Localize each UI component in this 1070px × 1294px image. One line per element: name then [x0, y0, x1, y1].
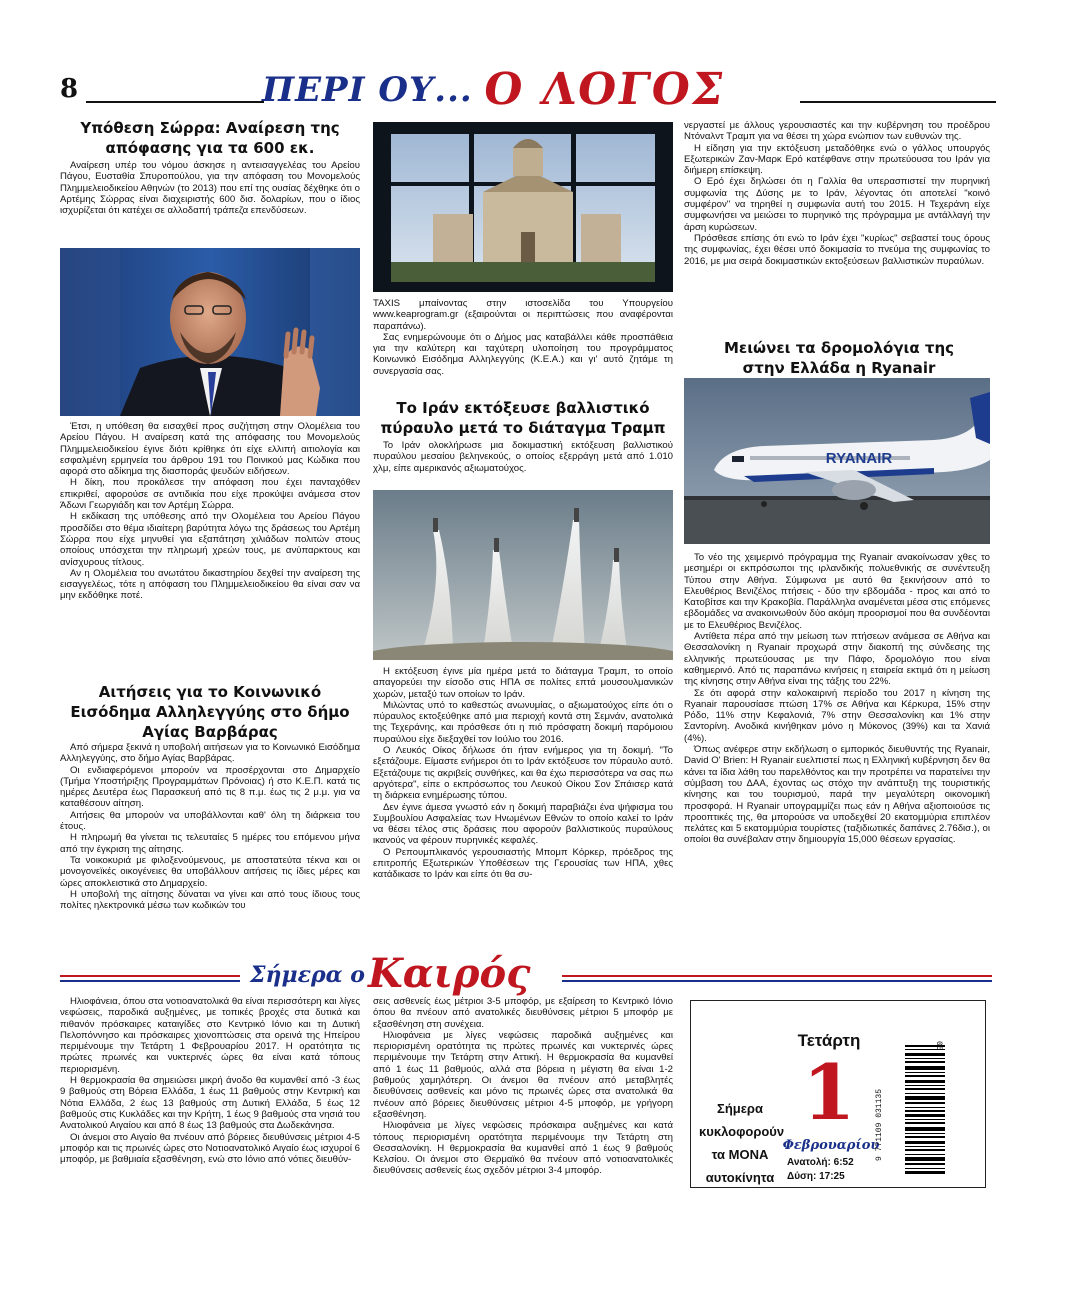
sorras-paragraph: Αν η Ολομέλεια του ανωτάτου δικαστηρίου δεχθεί την αναίρεση της εισαγγελέως, τότε η απόφαση του Πλημμελειοδικείου θα είναι σαν να μην εκδόθηκε ποτέ. — [60, 567, 360, 602]
weather-paragraph: Ηλιοφάνεια, όπου στα νοτιοανατολικά θα είναι περισσότερη και λίγες νεφώσεις, παροδικά αυξημένες, με τοπικές βροχές στα δυτικά και πιθανόν πρόσκαιρες καταιγίδες στο Κεντρικό Ιόνιο και τη Δυτική Πελοπόννησο και πρόσκαιρες χιονοπτώσεις στα ορεινά της Ηπείρου περιμένουμε την Τετάρτη 1 Φεβρουαρίου 2017. Η ορατότητα τις πρώτες πρωινές και νυκτερινές ώρες θα είναι κατά τόπους περιορισμένη. — [60, 996, 360, 1075]
keaa-paragraph: Η υποβολή της αίτησης δύναται να γίνει και από τους ίδιους τους πολίτες ηλεκτρονικά μέσω των κωδικών του — [60, 888, 360, 912]
ryanair-paragraph: Σε ότι αφορά στην καλοκαιρινή περίοδο του 2017 η κίνηση της Ryanair παρουσίασε πτώση 17% σε Αθήνα και Κέρκυρα, 15% στην Ρόδο, 11% στην Κεφαλονιά, 7% στην Θεσσαλονίκη και 1% στην Σαντορίνη. Ανοδικά κινήθηκαν μόνο η Μύκονος (39%) και τα Χανιά (4%). — [684, 687, 990, 744]
issue-code: 05 — [934, 1041, 943, 1051]
weather-paragraph: Η θερμοκρασία θα σημειώσει μικρή άνοδο θα κυμανθεί από -3 έως 9 βαθμούς στη Βόρεια Ελλάδα, 1 έως 11 βαθμούς στην Κεντρική και Νότια Ελλάδα, 2 έως 13 βαθμούς στη Δυτική Ελλάδα, 5 έως 12 βαθμούς στις Κυκλάδες και την Κρήτη, 1 έως 9 βαθμούς στα νησιά του Ανατολικού Αιγαίου και από 8 έως 13 βαθμούς στα Δωδεκάνησα. — [60, 1075, 360, 1132]
day-number: 1 — [802, 1048, 856, 1137]
weather-header-right: Καιρός — [368, 950, 531, 997]
sorras-body-2 — [60, 421, 360, 602]
keaa-paragraph: Η πληρωμή θα γίνεται τις τελευταίες 5 ημέρες του επόμενου μήνα από την έγκριση της αίτησης. — [60, 832, 360, 855]
keaa-paragraph: Αιτήσεις θα μπορούν να υποβάλλονται καθ' όλη τη διάρκεια του έτους. — [60, 809, 360, 833]
month-label: Φεβρουαρίου — [782, 1138, 880, 1153]
masthead-right: Ο ΛΟΓΟΣ — [480, 64, 729, 115]
sorras-photo — [60, 248, 360, 416]
iran-paragraph: Μιλώντας υπό το καθεστώς ανωνυμίας, ο αξιωματούχος είπε ότι ο πύραυλος εκτοξεύθηκε από μια περιοχή κοντά στη Σεμνάν, ανατολικά της Τεχεράνης, και πρόσθεσε ότι η πιό πρόσφατη δοκιμή παρόμοιου πυραύλου είχε διεξαχθεί τον Ιούλιο του 2016. — [373, 699, 673, 745]
weather-paragraph: Ηλιοφάνεια με λίγες νεφώσεις πρόσκαιρα αυξημένες και κατά τόπους περιορισμένη ορατότητα περιμένουμε την Τετάρτη στη Θεσσαλονίκη. Η θερμοκρασία θα κυμανθεί από 1 έως 9 βαθμούς Κελσίου. Οι άνεμοι στο Θερμαϊκό θα πνέουν από νοτιοανατολικές διευθύνσεις ασθενείς έως σχεδόν μέτριοι 3-4 μποφόρ. — [373, 1120, 673, 1177]
keaa-paragraph: Σας ενημερώνουμε ότι ο Δήμος μας καταβάλλει κάθε προσπάθεια για την καλύτερη και ταχύτερη υλοποίηση του προγράμματος Κοινωνικό Εισόδημα Αλληλεγγύης (Κ.Ε.Α.) και γι' αυτό ζητάμε τη συνεργασία σας. — [373, 331, 673, 377]
weather-rule-left-1 — [60, 975, 240, 977]
iran-paragraph: Ο Ρεπουμπλικανός γερουσιαστής Μπομπ Κόρκερ, πρόεδρος της επιτροπής Εξωτερικών Υποθέσεων της Γερουσίας των ΗΠΑ, χθες κατάδικασε το Ιράν και είπε ότι θα συ- — [373, 846, 673, 881]
keaa-paragraph: TAXIS μπαίνοντας στην ιστοσελίδα του Υπουργείου www.keaprogram.gr (εξαιρούνται οι περιπτώσεις που αναφέρονται παραπάνω). — [373, 298, 673, 332]
sorras-paragraph: Η εκδίκαση της υπόθεσης από την Ολομέλεια του Αρείου Πάγου προσδίδει στο θέμα ιδιαίτερη βαρύτητα λόγω της δράσεως του Αρτέμη Σώρρα που είχε μηνυθεί για εξαπάτηση χιλιάδων πολιτών στους οποίους υπόσχεται την πληρωμή χρεών τους, με ανύπαρκτους και ανίσχυρους τίτλους. — [60, 511, 360, 568]
sunset: Δύση: 17:25 — [787, 1171, 845, 1182]
car-circulation-note: Σήμερα κυκλοφορούν τα ΜΟΝΑ αυτοκίνητα — [699, 1101, 785, 1185]
keaa-body-1 — [60, 742, 360, 911]
date-box — [690, 1000, 986, 1188]
iran-paragraph: Δεν έγινε άμεσα γνωστό εάν η δοκιμή παραβιάζει ένα ψήφισμα του Συμβουλίου Ασφαλείας των Ηνωμένων Εθνών το οποίο καλεί το Ιράν να θέσει τέλος στις δράσεις που αφορούν βαλλιστικούς πυραύλους ικανούς να φέρουν πυρηνικές κεφαλές. — [373, 801, 673, 847]
sorras-paragraph: Αναίρεση υπέρ του νόμου άσκησε η αντεισαγγελέας του Αρείου Πάγου, Ευσταθία Σπυροπούλου, για την απόφαση του Μονομελούς Πλημμελειοδικείου Αθηνών (το 2013) που επί της ουσίας δέχθηκε ότι ο Αρτέμης Σώρρας είναι διαχειριστής 600 δισ. δολαρίων, που ο ίδιος ισχυρίζεται ότι κατέχει σε αλλοδαπή τράπεζα επενδύσεων. — [60, 160, 360, 217]
sorras-paragraph: Η δίκη, που προκάλεσε την απόφαση που έχει πανταχόθεν επικριθεί, αφορούσε σε αντιδικία που είχε προκύψει ανάμεσα στον Άδωνι Γεωργιάδη και τον Αρτέμη Σώρρα. — [60, 477, 360, 512]
ryanair-livery: RYANAIR — [825, 450, 893, 467]
weekday: Τετάρτη — [797, 1031, 861, 1050]
keaa-paragraph: Οι ενδιαφερόμενοι μπορούν να προσέρχονται στο Δημαρχείο (Τμήμα Υποστήριξης Προγραμμάτων Πρόνοιας) ή στο Κ.Ε.Π. κατά τις ημέρες Δευτέρα έως Παρασκευή από τις 8 π.μ. έως τις 2 μ.μ. για να καταθέσουν αίτηση. — [60, 764, 360, 810]
sorras-body-1 — [60, 160, 360, 216]
keaa-headline: Αιτήσεις για το Κοινωνικό Εισόδημα Αλληλεγγύης στο δήμο Αγίας Βαρβάρας — [70, 683, 350, 741]
sorras-paragraph: Έτσι, η υπόθεση θα εισαχθεί προς συζήτηση στην Ολομέλεια του Αρείου Πάγου. Η αναίρεση κατά της απόφασης του Μονομελούς Πλημμελειοδικείου έγινε διότι κρίθηκε ότι είχε ελλιπή αιτιολογία και εσφαλμένη ερμηνεία του άρθρου 191 του Ποινικού μας Κώδικα που αφορά στο αδίκημα της διασποράς ψευδών ειδήσεων. — [60, 421, 360, 478]
weather-rule-right-1 — [562, 975, 992, 977]
sunrise: Ανατολή: 6:52 — [787, 1157, 854, 1168]
church-photo — [373, 122, 673, 292]
weather-paragraph: σεις ασθενείς έως μέτριοι 3-5 μποφόρ, με εξαίρεση το Κεντρικό Ιόνιο όπου θα πνέουν από ανατολικές διευθύνσεις μέτριοι 5 μποφόρ με εξασθένηση στη συνέχεια. — [373, 996, 673, 1030]
weather-header-left: Σήμερα ο — [250, 962, 365, 988]
keaa-paragraph: Τα νοικοκυριά με φιλοξενούμενους, με αποστατεύτα τέκνα και οι μονογονεϊκές οικογένειες θα υποβάλλουν αιτήσεις τις ίδιες μέρες και ώρες αποκλειστικά στο Δημαρχείο. — [60, 854, 360, 889]
barcode-number: 9 771109 031135 — [875, 1088, 884, 1161]
masthead-left: ΠΕΡΙ ΟΥ... — [262, 70, 473, 110]
missile-photo — [373, 490, 673, 660]
weather-rule-right-2 — [562, 980, 992, 982]
ryanair-photo — [684, 378, 990, 544]
page-number: 8 — [60, 74, 79, 104]
weather-paragraph: Ηλιοφάνεια με λίγες νεφώσεις παροδικά αυξημένες και περιορισμένη ορατότητα τις πρώτες πρωινές και νυκτερινές ώρες περιμένουμε την Τετάρτη στην Αττική. Η θερμοκρασία θα κυμανθεί από 1 έως 11 βαθμούς, αλλά στα βόρεια η μέγιστη θα είναι 1-2 βαθμούς χαμηλότερη. Οι άνεμοι θα πνέουν από μεταβλητές διευθύνσεις ασθενείς και μόνο τις πρωινές ώρες στα ανατολικά θα πνέουν από βόρειες διευθύνσεις μέτριοι 4-5 μποφόρ, με γρήγορη εξασθένηση. — [373, 1029, 673, 1120]
weather-body-1 — [60, 996, 360, 1165]
iran-body-2 — [373, 666, 673, 881]
iran-headline: Το Ιράν εκτόξευσε βαλλιστικό πύραυλο μετά το διάταγμα Τραμπ — [380, 399, 666, 437]
ryanair-paragraph: Αντίθετα πέρα από την μείωση των πτήσεων ανάμεσα σε Αθήνα και Θεσσαλονίκη η Ryanair προχωρά στην διακοπή της σύνδεσης της ελληνικής πρωτεύουσας με την Πάφο, δρομολόγιο που είναι καθημερινό. Από τις παραπάνω κινήσεις η εταιρεία εκτιμά ότι η μείωση της κίνησης στην Αθήνα είναι της τάξης του 22%. — [684, 631, 990, 688]
keaa-body-2 — [373, 298, 673, 377]
iran-body-3 — [684, 120, 990, 267]
sorras-headline: Υπόθεση Σώρρα: Αναίρεση της απόφασης για τα 600 εκ. — [80, 119, 340, 157]
iran-paragraph: Πρόσθεσε επίσης ότι ενώ το Ιράν έχει "κυρίως" σεβαστεί τους όρους της συμφωνίας, έχει θέσει υπό δοκιμασία το πνεύμα της συμφωνίας το 2016, με μια σειρά δοκιμαστικών εκτοξεύσεων βαλλιστικών πυραύλων. — [684, 232, 990, 267]
iran-paragraph: Ο Λευκός Οίκος δήλωσε ότι ήταν ενήμερος για τη δοκιμή. "Το εξετάζουμε. Είμαστε ενήμεροι ότι το Ιράν εκτόξευσε τον πύραυλο αυτό. Εξετάζουμε τις ακριβείς συνθήκες, και θα έχω περισσότερα να σας πω αργότερα", είπε ο εκπρόσωπος του Λευκού Οίκου Σον Σπάισερ κατά τη διάρκεια ενημέρωσης τύπου. — [373, 745, 673, 802]
weather-body-2 — [373, 996, 673, 1177]
iran-paragraph: Η εκτόξευση έγινε μία ημέρα μετά το διάταγμα Τραμπ, το οποίο απαγορεύει την είσοδο στις ΗΠΑ σε πολίτες επτά μουσουλμανικών χωρών, μεταξύ των οποίων το Ιράν. — [373, 666, 673, 700]
iran-paragraph: νεργαστεί με άλλους γερουσιαστές και την κυβέρνηση του προέδρου Ντόναλντ Τραμπ για να θέσει τη χώρα ενώπιον των ευθυνών της. — [684, 120, 990, 143]
ryanair-paragraph: Το νέο της χειμερινό πρόγραμμα της Ryanair ανακοίνωσαν χθες το μεσημέρι οι εκπρόσωποι της ιρλανδικής πολυεθνικής σε συνέντευξη Τύπου στην Αθήνα. Σύμφωνα με αυτό θα ξεκινήσουν από το Ελευθέριος Βενιζέλος πτήσεις - δύο την εβδομάδα - προς και από το Κατοβίτσε και την Κρακοβία. Παράλληλα αναμένεται μέσα στις επόμενες εβδομάδες να ανακοινωθούν δύο ακόμη προορισμοί που θα συνδέονται με το Ελευθέριος Βενιζέλος. — [684, 552, 990, 631]
iran-paragraph: Η είδηση για την εκτόξευση μεταδόθηκε ενώ ο γάλλος υπουργός Εξωτερικών Ζαν-Μαρκ Ερό κατέφθανε στην πρωτεύουσα του Ιράν για διήμερη επίσκεψη. — [684, 142, 990, 177]
barcode — [897, 1045, 953, 1177]
weather-rule-left-2 — [60, 980, 240, 982]
iran-paragraph: Ο Ερό έχει δηλώσει ότι η Γαλλία θα υπερασπιστεί την πυρηνική συμφωνία της Δύσης με το Ιράν, λέγοντας ότι αποτελεί "κοινό συμφέρον" να τηρηθεί η συμφωνία αυτή του 2015. Η Τεχεράνη είχε συμφωνήσει να μειώσει το πυρηνικό της πρόγραμμα με αντάλλαγή την άρση κυρώσεων. — [684, 176, 990, 233]
ryanair-headline: Μειώνει τα δρομολόγια της στην Ελλάδα η Ryanair — [723, 339, 955, 377]
weather-paragraph: Οι άνεμοι στο Αιγαίο θα πνέουν από βόρειες διευθύνσεις μέτριοι 4-5 μποφόρ και τις πρωινές ώρες στο Νοτιοανατολικό Αιγαίο έως ισχυροί 6 μποφόρ, με βαθμιαία εξασθένηση, ενώ στο Ιόνιο από νότιες διευθύν- — [60, 1131, 360, 1166]
ryanair-paragraph: Όπως ανέφερε στην εκδήλωση ο εμπορικός διευθυντής της Ryanair, David O' Brien: Η Ryanair ευελπιστεί πως η Ελληνική κυβέρνηση δεν θα κάνει τα ίδια λάθη του παρελθόντος και την προτρέπει να παρατείνει την σύμβαση του ΔΑΑ, έχοντας ως στόχο την ανάπτυξη της τουριστικής κίνησης και του τουρισμού, παρά την μεγαλύτερη οικονομική προσφορά. Η Ryanair υπογραμμίζει πως εάν η Αθήνα αξιοποιούσε τις προοπτικές της, θα μπορούσε να υποδεχθεί 20 εκατομμύρια επιπλέον πελάτες και 5 εκατομμύρια τουρίστες (ταξιδιωτικές δαπάνες 2.76δισ.), οι οποίοι θα συνέβαλαν στην δημιουργία 15,000 θέσεων εργασίας. — [684, 744, 990, 846]
masthead-rule-left — [86, 101, 264, 103]
masthead-rule-right — [800, 101, 996, 103]
keaa-paragraph: Από σήμερα ξεκινά η υποβολή αιτήσεων για το Κοινωνικό Εισόδημα Αλληλεγγύης, στο δήμο Αγίας Βαρβάρας. — [60, 742, 360, 765]
iran-body-1 — [373, 440, 673, 474]
barcode-graphic — [897, 1045, 953, 1177]
ryanair-body — [684, 552, 990, 846]
iran-paragraph: Το Ιράν ολοκλήρωσε μια δοκιμαστική εκτόξευση βαλλιστικού πυραύλου μεσαίου βεληνεκούς, ο οποίος εξερράγη μετά από 1.010 χλμ, είπε αμερικανός αξιωματούχος. — [373, 440, 673, 474]
